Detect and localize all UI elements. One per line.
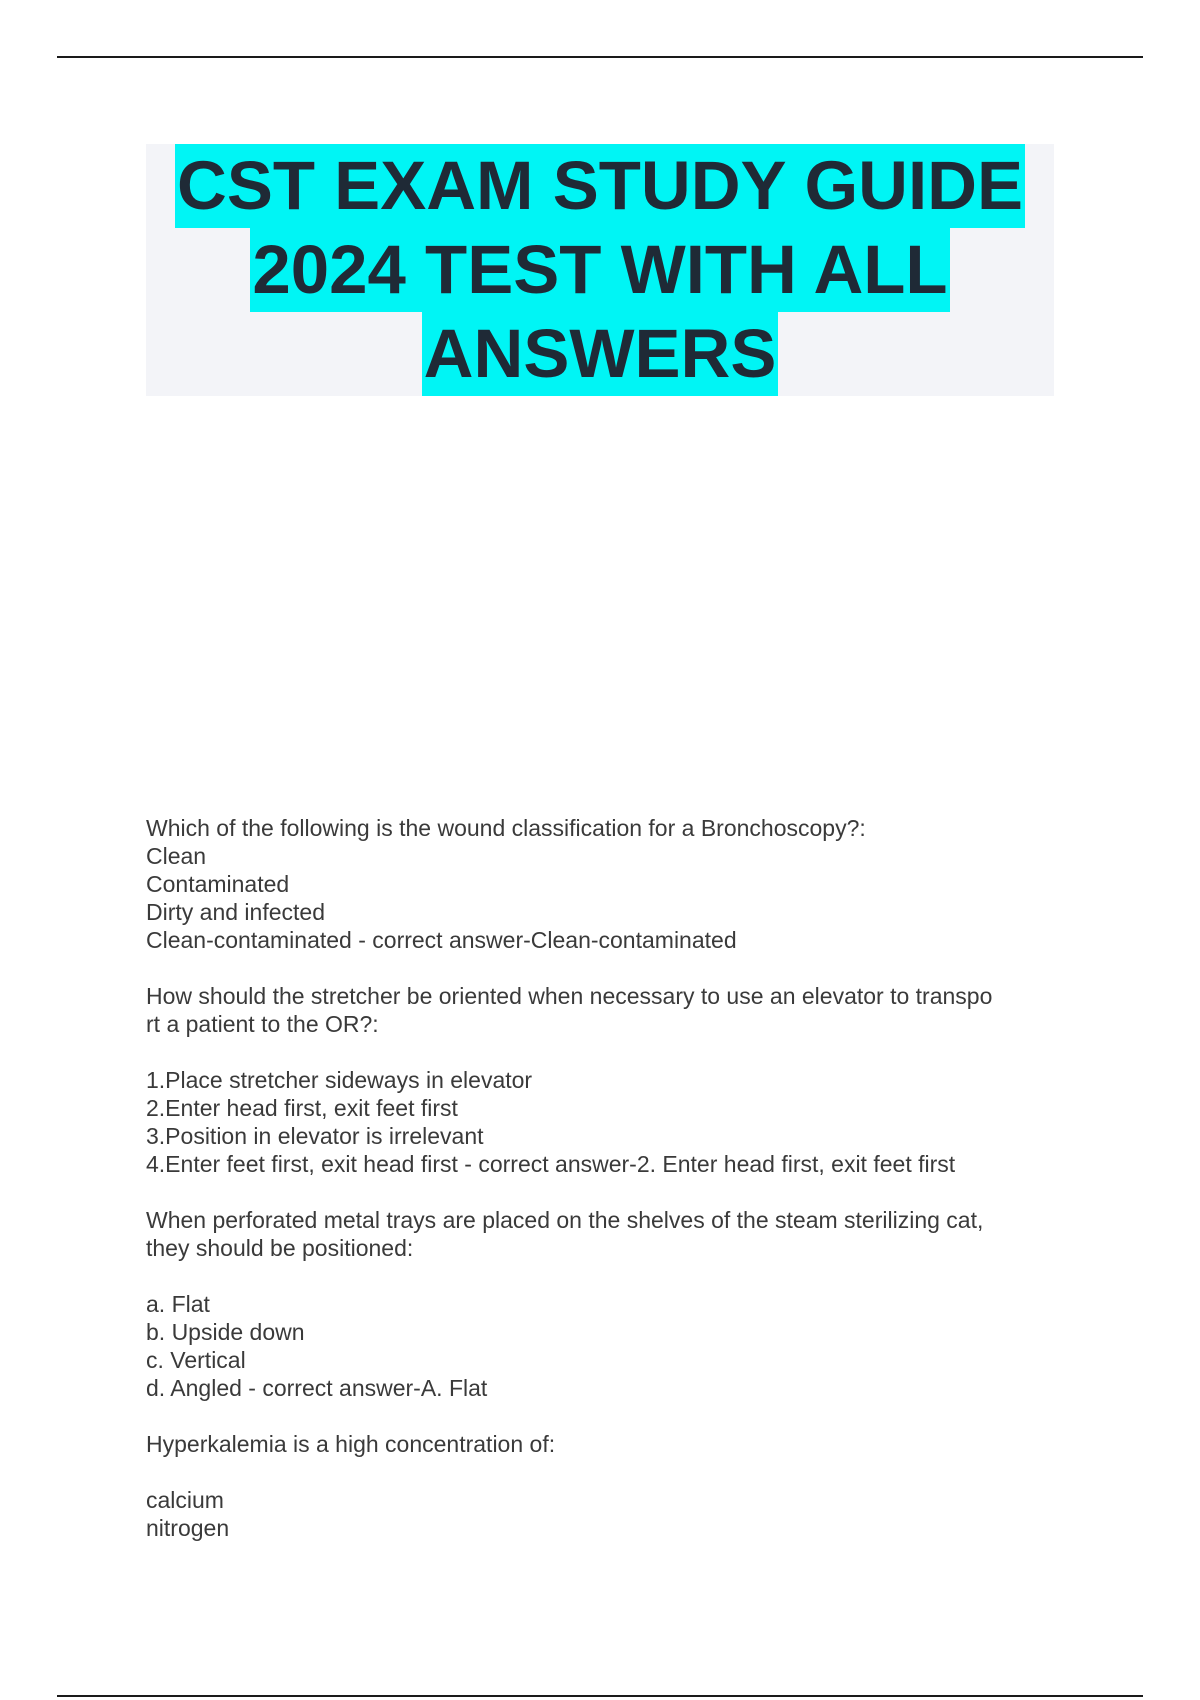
question-text: they should be positioned: <box>146 1235 414 1261</box>
answer-option: Clean <box>146 843 207 869</box>
answer-option: calcium <box>146 1487 224 1513</box>
answer-option: d. Angled - correct answer-A. Flat <box>146 1375 488 1401</box>
title-line: 2024 TEST WITH ALL <box>250 228 949 312</box>
answer-option: 2.Enter head first, exit feet first <box>146 1095 458 1121</box>
spacer <box>146 1038 1066 1066</box>
header-rule <box>57 56 1143 58</box>
answer-option: 3.Position in elevator is irrelevant <box>146 1123 484 1149</box>
question-block <box>146 814 1066 954</box>
spacer <box>146 1458 1066 1486</box>
question-text: When perforated metal trays are placed on the shelves of the steam sterilizing cat, <box>146 1207 984 1233</box>
answer-option: b. Upside down <box>146 1319 305 1345</box>
question-block <box>146 1430 1066 1542</box>
spacer <box>146 1178 1066 1206</box>
answer-option: 1.Place stretcher sideways in elevator <box>146 1067 533 1093</box>
answer-option: nitrogen <box>146 1515 230 1541</box>
question-text: Which of the following is the wound classification for a Bronchoscopy?: <box>146 815 866 841</box>
question-text: rt a patient to the OR?: <box>146 1011 379 1037</box>
question-block <box>146 982 1066 1178</box>
question-list <box>146 814 1066 1542</box>
document-title <box>146 144 1054 396</box>
spacer <box>146 1262 1066 1290</box>
answer-option: Clean-contaminated - correct answer-Clean-contaminated <box>146 927 737 953</box>
question-text: Hyperkalemia is a high concentration of: <box>146 1431 556 1457</box>
question-text: How should the stretcher be oriented when necessary to use an elevator to transpo <box>146 983 993 1009</box>
title-line: CST EXAM STUDY GUIDE <box>175 144 1025 228</box>
answer-option: c. Vertical <box>146 1347 246 1373</box>
answer-option: Dirty and infected <box>146 899 325 925</box>
spacer <box>146 1402 1066 1430</box>
answer-option: a. Flat <box>146 1291 210 1317</box>
spacer <box>146 954 1066 982</box>
footer-rule <box>57 1695 1143 1697</box>
title-line: ANSWERS <box>422 312 779 396</box>
answer-option: 4.Enter feet first, exit head first - correct answer-2. Enter head first, exit feet first <box>146 1151 956 1177</box>
answer-option: Contaminated <box>146 871 290 897</box>
question-block <box>146 1206 1066 1402</box>
